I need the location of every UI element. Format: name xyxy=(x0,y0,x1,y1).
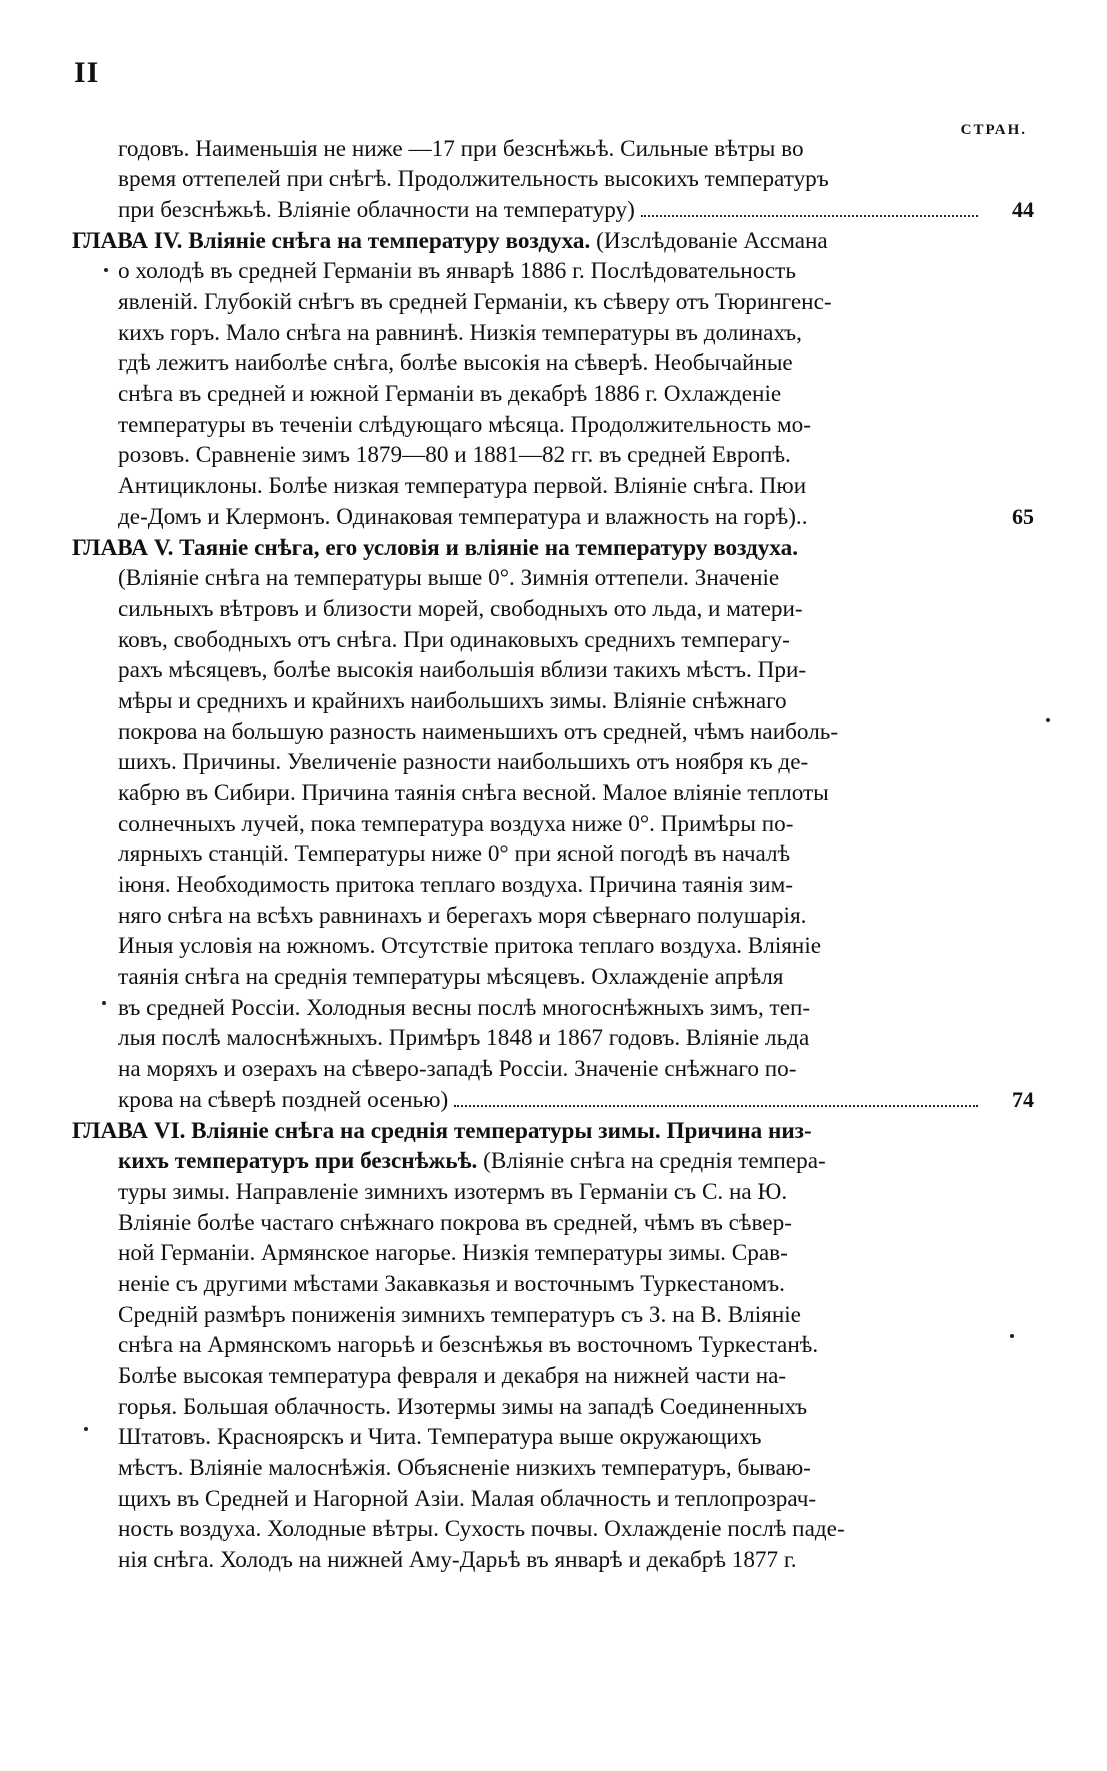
text-line: на моряхъ и озерахъ на сѣверо-западѣ Россіи. Значеніе снѣжнаго по- xyxy=(118,1056,797,1082)
text-line: горья. Большая облачность. Изотермы зимы на западѣ Соединенныхъ xyxy=(118,1394,808,1420)
text-line: туры зимы. Направленіе зимнихъ изотермъ въ Германіи съ С. на Ю. xyxy=(118,1179,788,1205)
text-line: рахъ мѣсяцевъ, болѣе высокія наибольшія вблизи такихъ мѣстъ. При- xyxy=(118,657,807,683)
chapter-heading: ГЛАВА IV. Вліяніе снѣга на температуру воздуха. xyxy=(72,228,591,254)
text-line: Антициклоны. Болѣе низкая температура первой. Вліяніе снѣга. Пюи xyxy=(118,473,807,499)
text-line: няго снѣга на всѣхъ равнинахъ и берегахъ моря сѣвернаго полушарія. xyxy=(118,903,807,929)
text-line: нія снѣга. Холодъ на нижней Аму-Дарьѣ въ январѣ и декабрѣ 1877 г. xyxy=(118,1547,797,1573)
text-line: Вліяніе болѣе частаго снѣжнаго покрова въ средней, чѣмъ въ сѣвер- xyxy=(118,1210,792,1236)
text-line: шихъ. Причины. Увеличеніе разности наибольшихъ отъ ноября къ де- xyxy=(118,749,809,775)
column-header: СТРАН. xyxy=(960,122,1027,138)
text-line: о холодѣ въ средней Германіи въ январѣ 1886 г. Послѣдовательность xyxy=(118,258,796,284)
text-line: годовъ. Наименьшія не ниже —17 при безснѣжьѣ. Сильные вѣтры во xyxy=(118,136,804,162)
chapter-heading-line: ГЛАВА IV. Вліяніе снѣга на температуру воздуха. (Изслѣдованіе Ассмана xyxy=(72,228,828,254)
text-line: снѣга въ средней и южной Германіи въ декабрѣ 1886 г. Охлажденіе xyxy=(118,381,782,407)
page-reference: 44 xyxy=(1012,197,1034,222)
text-line: таянія снѣга на среднія температуры мѣсяцевъ. Охлажденіе апрѣля xyxy=(118,964,784,990)
chapter-heading: ГЛАВА V. Таяніе снѣга, его условія и вліяніе на температуру воздуха. xyxy=(72,535,799,561)
print-speck xyxy=(1046,718,1050,722)
text-line-with-leader: при безснѣжьѣ. Вліяніе облачности на температуру) xyxy=(118,195,984,225)
chapter-heading-line xyxy=(72,533,984,563)
text-line: ность воздуха. Холодные вѣтры. Сухость почвы. Охлажденіе послѣ паде- xyxy=(118,1516,845,1542)
text-line: лярныхъ станцій. Температуры ниже 0° при ясной погодѣ въ началѣ xyxy=(118,841,791,867)
text-line-with-leader: крова на сѣверѣ поздней осенью) xyxy=(118,1085,984,1115)
print-speck xyxy=(104,268,108,272)
text-line: время оттепелей при снѣгѣ. Продолжительность высокихъ температуръ xyxy=(118,166,829,192)
text-line: солнечныхъ лучей, пока температура воздуха ниже 0°. Примѣры по- xyxy=(118,811,794,837)
text-line: неніе съ другими мѣстами Закавказья и восточнымъ Туркестаномъ. xyxy=(118,1271,785,1297)
text-line: сильныхъ вѣтровъ и близости морей, свободныхъ ото льда, и матери- xyxy=(118,596,803,622)
text-line: кабрю въ Сибири. Причина таянія снѣга весной. Малое вліяніе теплоты xyxy=(118,780,829,806)
chapter-heading-cont: кихъ температуръ при безснѣжьѣ. xyxy=(118,1148,478,1174)
text-line: покрова на большую разность наименьшихъ отъ средней, чѣмъ наиболь- xyxy=(118,719,839,745)
dot-leader xyxy=(641,215,978,217)
text-line: въ средней Россіи. Холодныя весны послѣ многоснѣжныхъ зимъ, теп- xyxy=(118,995,811,1021)
dot-leader xyxy=(454,1105,978,1107)
text-line: снѣга на Армянскомъ нагорьѣ и безснѣжья въ восточномъ Туркестанѣ. xyxy=(118,1332,819,1358)
text-line: явленій. Глубокій снѣгъ въ средней Германіи, къ сѣверу отъ Тюрингенс- xyxy=(118,289,832,315)
text-line: гдѣ лежитъ наиболѣе снѣга, болѣе высокія на сѣверѣ. Необычайные xyxy=(118,350,793,376)
text-line: Иныя условія на южномъ. Отсутствіе притока теплаго воздуха. Вліяніе xyxy=(118,933,822,959)
chapter-heading-line xyxy=(72,1116,984,1146)
print-speck xyxy=(102,1001,106,1005)
page-reference: 74 xyxy=(1012,1087,1034,1112)
text-line: лыя послѣ малоснѣжныхъ. Примѣръ 1848 и 1867 годовъ. Вліяніе льда xyxy=(118,1025,810,1051)
chapter-heading: ГЛАВА VI. Вліяніе снѣга на среднія температуры зимы. Причина низ- xyxy=(72,1118,812,1144)
text-line: Болѣе высокая температура февраля и декабря на нижней части на- xyxy=(118,1363,787,1389)
text-line: температуры въ теченіи слѣдующаго мѣсяца. Продолжительность мо- xyxy=(118,412,811,438)
text-line: мѣры и среднихъ и крайнихъ наибольшихъ зимы. Вліяніе снѣжнаго xyxy=(118,688,787,714)
chapter-heading-line: кихъ температуръ при безснѣжьѣ. (Вліяніе снѣга на среднія темпера- xyxy=(118,1148,826,1174)
text-line: іюня. Необходимость притока теплаго воздуха. Причина таянія зим- xyxy=(118,872,793,898)
text-line: кихъ горъ. Мало снѣга на равнинѣ. Низкія температуры въ долинахъ, xyxy=(118,320,802,346)
text-line: (Вліяніе снѣга на температуры выше 0°. Зимнія оттепели. Значеніе xyxy=(118,565,780,591)
text-line: ковъ, свободныхъ отъ снѣга. При одинаковыхъ среднихъ темперагу- xyxy=(118,627,790,653)
page-number: II xyxy=(74,56,100,89)
text-line: розовъ. Сравненіе зимъ 1879—80 и 1881—82 гг. въ средней Европѣ. xyxy=(118,442,791,468)
text-line: мѣстъ. Вліяніе малоснѣжія. Объясненіе низкихъ температуръ, бываю- xyxy=(118,1455,811,1481)
print-speck xyxy=(1010,1334,1014,1338)
page-reference: 65 xyxy=(1012,504,1034,529)
text-line: щихъ въ Средней и Нагорной Азіи. Малая облачность и теплопрозрач- xyxy=(118,1486,817,1512)
text-line: де-Домъ и Клермонъ. Одинаковая температура и влажность на горѣ).. xyxy=(118,504,808,530)
text-line: Штатовъ. Красноярскъ и Чита. Температура выше окружающихъ xyxy=(118,1424,762,1450)
print-speck xyxy=(84,1427,88,1431)
text-line: Средній размѣръ пониженія зимнихъ температуръ съ З. на В. Вліяніе xyxy=(118,1302,801,1328)
text-line: ной Германіи. Армянское нагорье. Низкія температуры зимы. Срав- xyxy=(118,1240,788,1266)
